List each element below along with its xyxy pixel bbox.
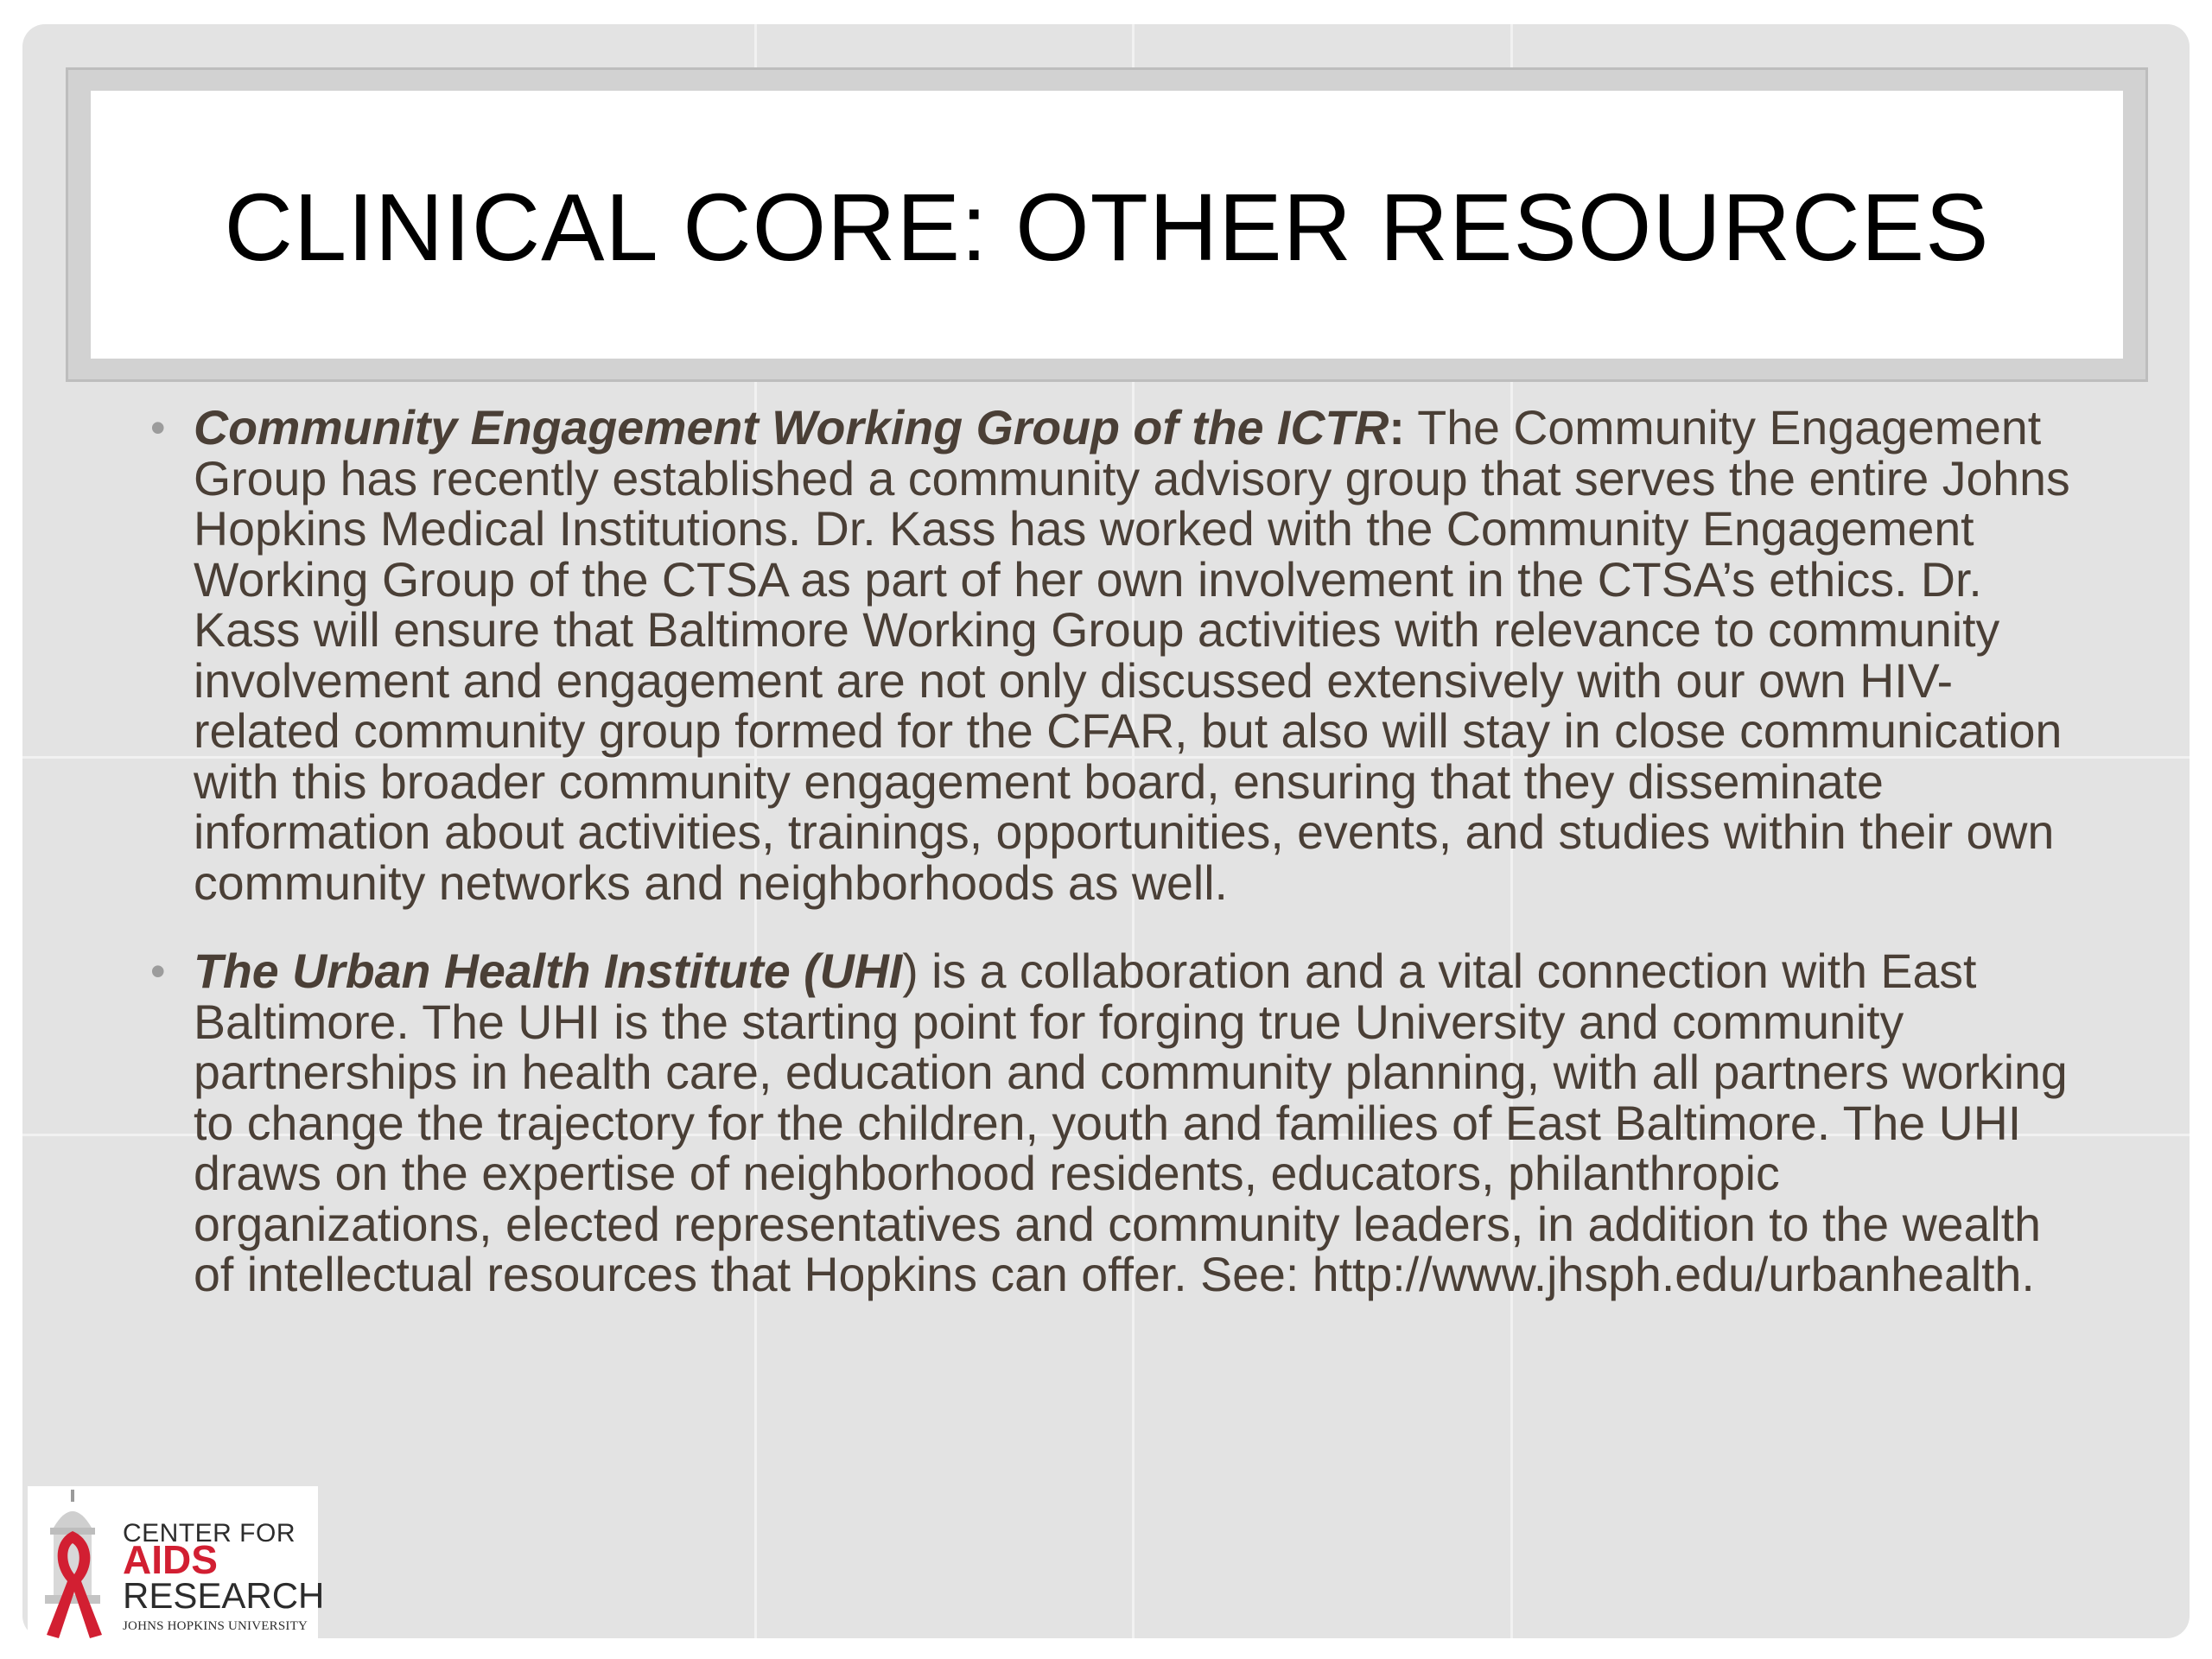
title-box <box>91 91 2123 359</box>
bullet-item <box>150 944 2086 1301</box>
bullet-separator: ) <box>902 944 918 998</box>
logo-line: RESEARCH <box>123 1575 325 1616</box>
title-frame <box>66 67 2148 382</box>
cfar-logo <box>28 1486 325 1642</box>
bullet-separator: : <box>1389 401 1405 454</box>
logo-line: CENTER FOR <box>123 1519 296 1548</box>
red-ribbon-dome-icon <box>28 1486 123 1642</box>
bullet-text: is a collaboration and a vital connection with East Baltimore. The UHI is the starting point for forging true University and community partnerships in health care, education and community planning, with all partners working to change the trajectory for the children, youth and families of East Baltimore. The UHI draws on the expertise of neighborhood residents, educators, philanthropic organizations, elected representatives and community leaders, in addition to the wealth of intellectual resources that Hopkins can offer. See: http://www.jhsph.edu/urbanhealth. <box>194 944 2068 1301</box>
logo-line: AIDS <box>123 1537 218 1582</box>
bullet-dot-icon: • <box>150 947 166 995</box>
bullet-item <box>150 401 2086 910</box>
bullet-term: Community Engagement Working Group of the ICTR <box>194 401 1389 454</box>
slide-title: CLINICAL CORE: OTHER RESOURCES <box>224 174 1990 281</box>
bullet-dot-icon: • <box>150 404 166 452</box>
logo-line: JOHNS HOPKINS UNIVERSITY <box>123 1619 308 1633</box>
bullet-text: The Community Engagement Group has recently established a community advisory group that serves the entire Johns Hopkins Medical Institutions. Dr. Kass has worked with the Community Engagement Working Group of the CTSA as part of her own involvement in the CTSA’s ethics. Dr. Kass will ensure that Baltimore Working Group activities with relevance to community involvement and engagement are not only discussed extensively with our own HIV-related community group formed for the CFAR, but also will stay in close communication with this broader community engagement board, ensuring that they disseminate information about activities, trainings, opportunities, events, and studies within their own community networks and neighborhoods as well. <box>194 401 2070 910</box>
bullet-term: The Urban Health Institute (UHI <box>194 944 903 998</box>
bullet-list <box>150 401 2086 1338</box>
